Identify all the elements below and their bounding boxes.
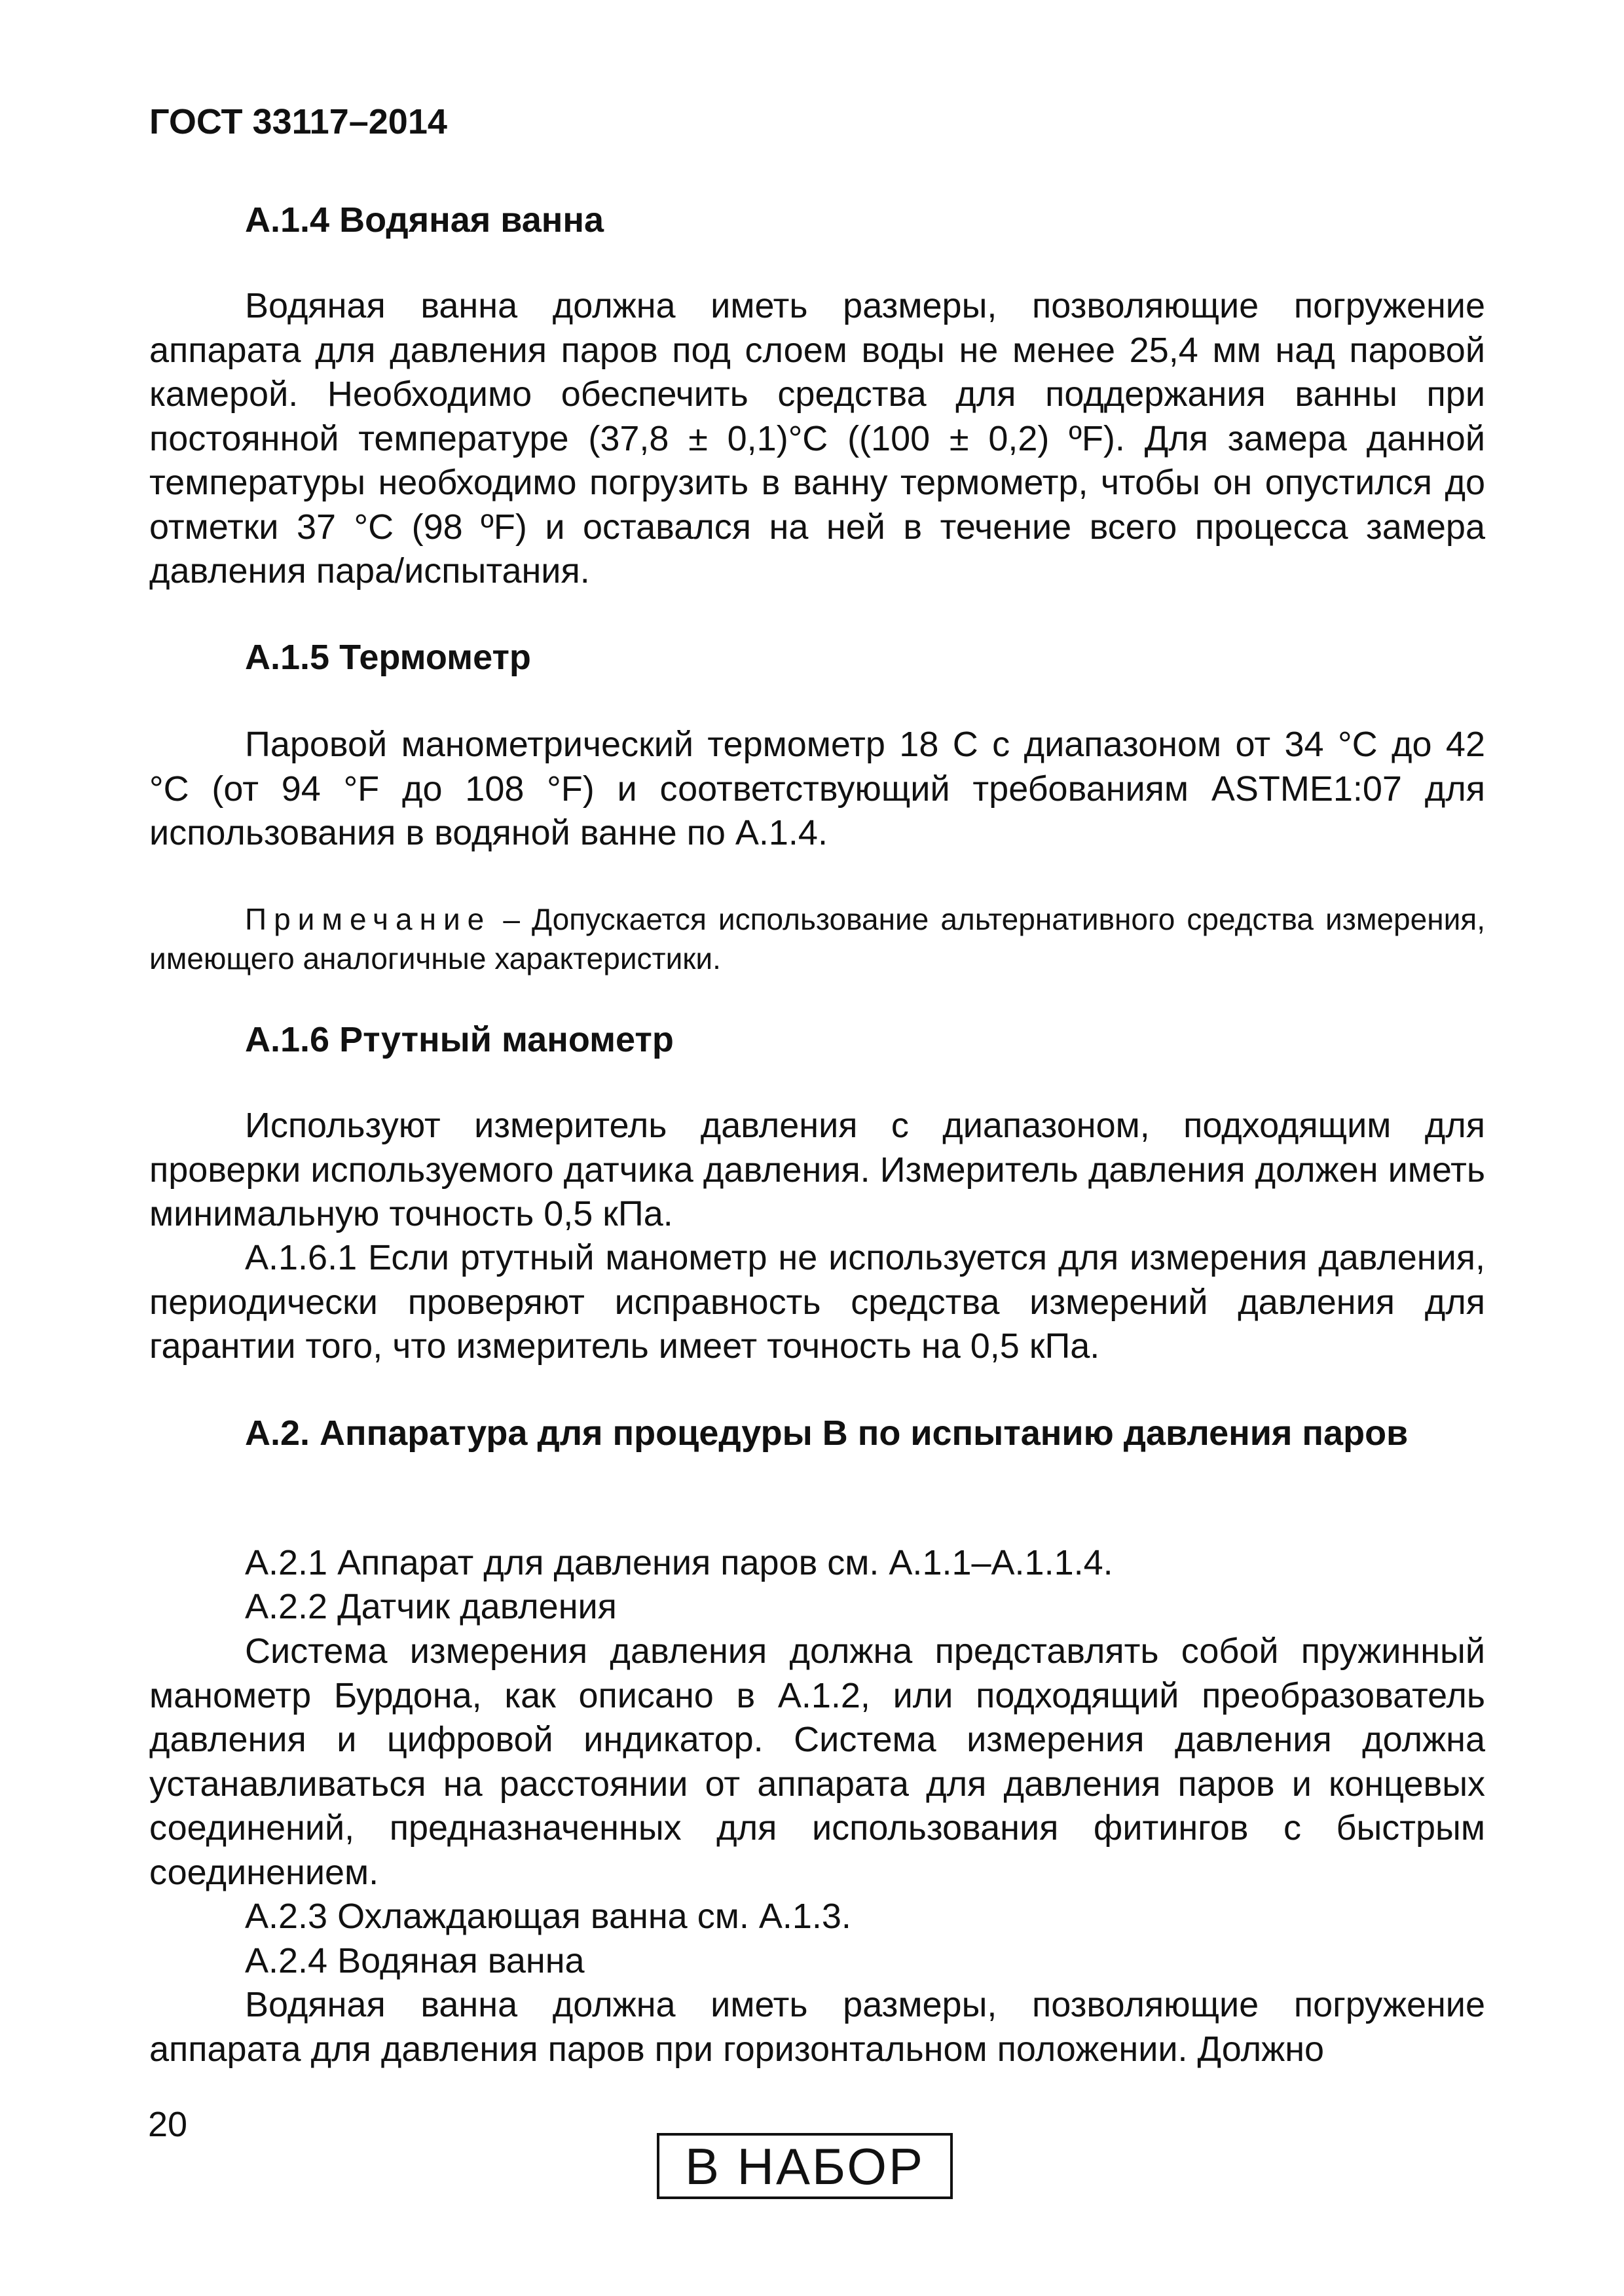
item-a24-text: Водяная ванна должна иметь размеры, позволяющие погружение аппарата для давления паров при горизонтальном положении. Должно [149,1985,1485,2069]
section-heading-a14: А.1.4 Водяная ванна [245,200,604,240]
note-text: – Допускается использование альтернативного средства измерения, имеющего аналогичные характеристики. [149,902,1485,975]
section-text-a16: Используют измеритель давления с диапазоном, подходящим для проверки используемого датчика давления. Измеритель давления должен иметь минимальную точность 0,5 кПа. [149,1106,1485,1233]
stamp-text: В НАБОР [684,2137,925,2195]
document-standard-header: ГОСТ 33117–2014 [149,102,447,141]
item-a22-title: А.2.2 Датчик давления [245,1587,617,1626]
item-a23: А.2.3 Охлаждающая ванна см. А.1.3. [245,1897,851,1936]
stamp-box [657,2133,953,2199]
section-text-a161: А.1.6.1 Если ртутный манометр не используется для измерения давления, периодически проверяют исправность средства измерений давления для гарантии того, что измеритель имеет точность на 0,5 кПа. [149,1238,1485,1366]
section-heading-a16: А.1.6 Ртутный манометр [245,1020,674,1059]
section-text-a14: Водяная ванна должна иметь размеры, позволяющие погружение аппарата для давления паров под слоем воды не менее 25,4 мм над паровой камерой. Необходимо обеспечить средства для поддержания ванны при постоянной температуре (37,8 ± 0,1)°С ((100 ± 0,2) ºF). Для замера данной температуры необходимо погрузить в ванну термометр, чтобы он опустился до отметки 37 °С (98 ºF) и оставался на ней в течение всего процесса замера давления пара/испытания. [149,286,1485,591]
item-a21: А.2.1 Аппарат для давления паров см. А.1.1–А.1.1.4. [245,1543,1113,1582]
item-a24-title: А.2.4 Водяная ванна [245,1941,585,1980]
page-number: 20 [148,2105,188,2144]
section-heading-a2: А.2. Аппаратура для процедуры В по испытанию давления паров [245,1413,1409,1453]
item-a22-text: Система измерения давления должна представлять собой пружинный манометр Бурдона, как описано в А.1.2, или подходящий преобразователь давления и цифровой индикатор. Система измерения давления должна устанавливаться на расстоянии от аппарата для давления паров и концевых соединений, предназначенных для использования фитингов с быстрым соединением. [149,1631,1485,1892]
section-heading-a15: А.1.5 Термометр [245,638,531,677]
note-label: Примечание [245,902,492,936]
section-text-a15: Паровой манометрический термометр 18 С с диапазоном от 34 °С до 42 °С (от 94 °F до 108 °F) и соответствующий требованиям ASTME1:07 для использования в водяной ванне по А.1.4. [149,725,1485,852]
note-a15 [149,900,1485,978]
